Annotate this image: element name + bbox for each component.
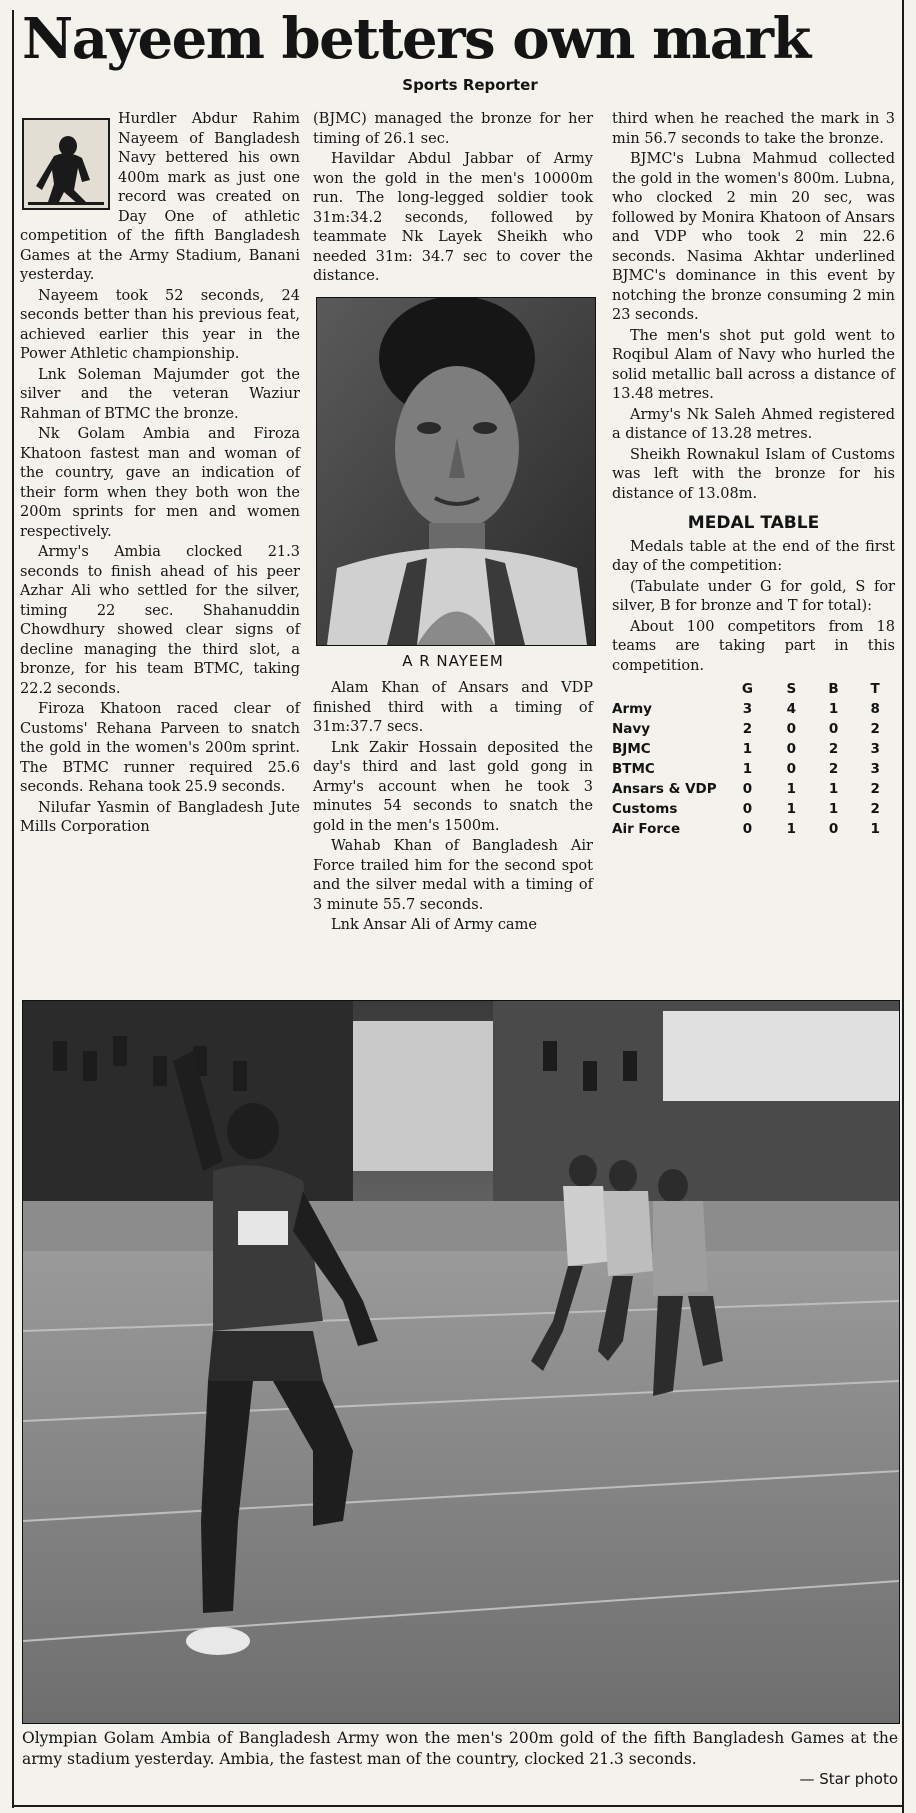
article-paragraph: Hurdler Abdur Rahim Nayeem of Bangladesh Navy bettered his own 400m mark as just one record was created on Day One of athletic competition of the fifth Bangladesh Games at the Army Stadium, Banani yesterday.: [20, 111, 300, 283]
portrait-caption: A R NAYEEM: [402, 651, 504, 670]
medal-count-t: 2: [870, 801, 880, 818]
article-paragraph: third when he reached the mark in 3 min 56.7 seconds to take the bronze.: [612, 111, 895, 147]
article-paragraph: Lnk Ansar Ali of Army came: [331, 917, 537, 933]
medal-table-heading: MEDAL TABLE: [687, 513, 820, 533]
column-header-bronze: B: [828, 681, 839, 698]
photo-credit: — Star photo: [799, 1770, 898, 1788]
medal-count-s: 0: [786, 741, 797, 758]
nayeem-portrait-image: [316, 297, 596, 646]
medal-count-t: 2: [870, 781, 880, 798]
article-paragraph: Army's Nk Saleh Ahmed registered a distance of 13.28 metres.: [612, 406, 895, 442]
medal-table-row: [612, 760, 895, 780]
article-paragraph: Nk Golam Ambia and Firoza Khatoon fastest man and woman of the country, gave an indication of their form when they both won the 200m sprints for men and women respectively.: [20, 426, 300, 540]
article-paragraph: Army's Ambia clocked 21.3 seconds to finish ahead of his peer Azhar Ali who settled for the silver, timing 22 sec. Shahanuddin Chowdhury showed clear signs of decline managing the third slot, a bronze, for his team BTMC, taking 22.2 seconds.: [20, 544, 300, 697]
article-column-1: [20, 110, 300, 839]
medal-count-g: 0: [742, 781, 753, 798]
headline: Nayeem betters own mark: [22, 6, 810, 72]
article-paragraph: BJMC's Lubna Mahmud collected the gold in the women's 800m. Lubna, who clocked 2 min 20 sec, was followed by Monira Khatoon of Ansars and VDP who took 2 min 22.6 seconds. Nasima Akhtar underlined BJMC's dominance in this event by notching the bronze consuming 2 min 23 seconds.: [612, 151, 895, 323]
medal-count-s: 1: [786, 821, 797, 838]
article-paragraph: Nayeem took 52 seconds, 24 seconds better than his previous feat, achieved earlier this year in the Power Athletic championship.: [20, 287, 300, 362]
column-rule-right: [902, 0, 904, 1813]
medal-table-row: [612, 700, 895, 720]
medal-team-name: Navy: [612, 721, 651, 738]
column-header-total: T: [870, 681, 880, 698]
medal-count-g: 1: [742, 761, 753, 778]
medal-team-name: BTMC: [612, 761, 655, 778]
medal-count-s: 1: [786, 781, 797, 798]
medal-count-t: 1: [870, 821, 880, 838]
medal-team-name: Customs: [612, 801, 678, 818]
column-header-silver: S: [786, 681, 797, 698]
medal-table-row: [612, 780, 895, 800]
medal-count-s: 0: [786, 721, 797, 738]
medal-team-name: Air Force: [612, 821, 681, 838]
medal-table-intro: About 100 competitors from 18 teams are taking part in this competition.: [612, 618, 895, 674]
medal-team-name: Ansars & VDP: [612, 781, 717, 798]
medal-count-t: 3: [870, 761, 880, 778]
medal-count-g: 0: [742, 821, 753, 838]
medal-count-s: 4: [786, 701, 797, 718]
medal-table-header-row: [612, 680, 895, 700]
article-paragraph: The men's shot put gold went to Roqibul Alam of Navy who hurled the solid metallic ball across a distance of 13.48 metres.: [612, 327, 895, 402]
article-column-3: [612, 110, 895, 840]
article-paragraph: Wahab Khan of Bangladesh Air Force trailed him for the second spot and the silver medal with a timing of 3 minute 55.7 seconds.: [313, 838, 593, 913]
article-paragraph: Alam Khan of Ansars and VDP finished third with a timing of 31m:37.7 secs.: [313, 680, 593, 735]
medal-count-t: 2: [870, 721, 880, 738]
medal-count-t: 3: [870, 741, 880, 758]
article-paragraph: Firoza Khatoon raced clear of Customs' Rehana Parveen to snatch the gold in the women's 200m sprint. The BTMC runner required 25.6 seconds. Rehana took 25.9 seconds.: [20, 701, 300, 795]
medal-table-intro: Medals table at the end of the first day of the competition:: [612, 538, 895, 574]
medal-table-intro: (Tabulate under G for gold, S for silver, B for bronze and T for total):: [612, 578, 895, 614]
medal-count-b: 2: [828, 741, 839, 758]
article-paragraph: Sheikh Rownakul Islam of Customs was left with the bronze for his distance of 13.08m.: [612, 446, 895, 502]
column-rule-left: [12, 10, 14, 1808]
article-paragraph: Lnk Soleman Majumder got the silver and the veteran Waziur Rahman of BTMC the bronze.: [20, 366, 300, 422]
medal-table-row: [612, 820, 895, 840]
article-column-2: [313, 110, 593, 937]
medal-count-s: 1: [786, 801, 797, 818]
medal-count-b: 1: [828, 801, 839, 818]
medal-count-b: 0: [828, 821, 839, 838]
medal-count-b: 1: [828, 781, 839, 798]
medal-count-s: 0: [786, 761, 797, 778]
article-paragraph: Nilufar Yasmin of Bangladesh Jute Mills Corporation: [20, 799, 300, 835]
medal-count-g: 3: [742, 701, 753, 718]
medal-count-t: 8: [870, 701, 880, 718]
column-header-gold: G: [741, 681, 753, 698]
article-paragraph: Havildar Abdul Jabbar of Army won the gold in the men's 10000m run. The long-legged soldier took 31m:34.2 seconds, followed by teammate Nk Layek Sheikh who needed 31m: 34.7 sec to cover the distance.: [313, 151, 593, 284]
sprint-finish-photo: [22, 1000, 900, 1724]
medal-table: [612, 680, 895, 840]
medal-table-row: [612, 720, 895, 740]
medal-count-g: 2: [742, 721, 753, 738]
article-paragraph: (BJMC) managed the bronze for her timing of 26.1 sec.: [313, 111, 593, 147]
medal-count-b: 1: [828, 701, 839, 718]
article-paragraph: Lnk Zakir Hossain deposited the day's third and last gold gong in Army's account when he took 3 minutes 54 seconds to snatch the gold in the men's 1500m.: [313, 739, 593, 834]
medal-count-b: 0: [828, 721, 839, 738]
sprinter-thumbnail-image: [22, 118, 110, 210]
page-rule-bottom: [12, 1805, 904, 1807]
photo-caption: Olympian Golam Ambia of Bangladesh Army won the men's 200m gold of the fifth Bangladesh Games at the army stadium yesterday. Ambia, the fastest man of the country, clocked 21.3 seconds.: [22, 1729, 898, 1768]
medal-count-g: 0: [742, 801, 753, 818]
medal-count-b: 2: [828, 761, 839, 778]
medal-count-g: 1: [742, 741, 753, 758]
medal-table-row: [612, 800, 895, 820]
byline: Sports Reporter: [402, 76, 538, 94]
medal-table-row: [612, 740, 895, 760]
medal-team-name: BJMC: [612, 741, 651, 758]
medal-team-name: Army: [612, 701, 652, 718]
